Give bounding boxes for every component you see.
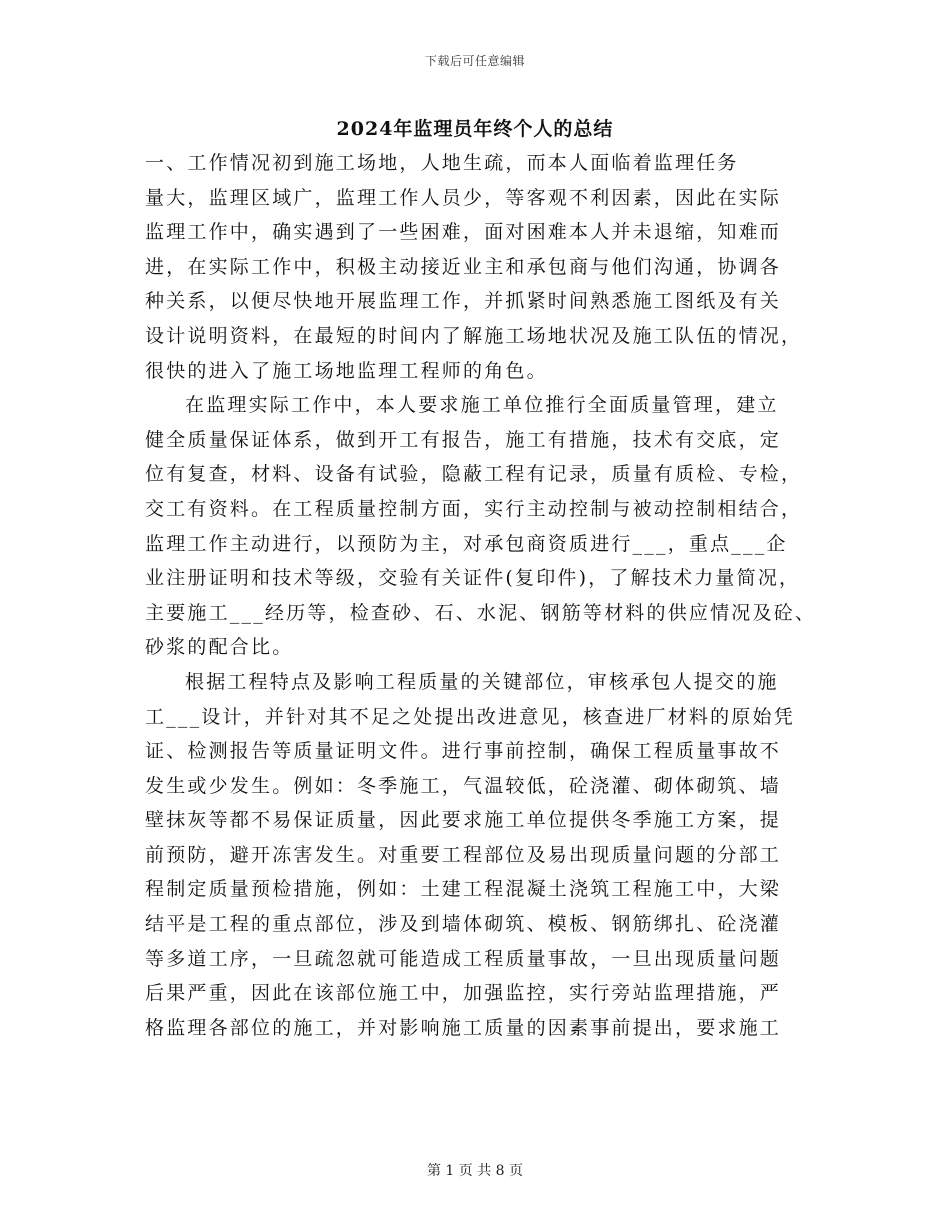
text-line: 前预防，避开冻害发生。对重要工程部位及易出现质量问题的分部工 — [145, 843, 782, 866]
text-line: 格监理各部位的施工，并对影响施工质量的因素事前提出，要求施工 — [145, 1016, 782, 1039]
text-line: 壁抹灰等都不易保证质量，因此要求施工单位提供冬季施工方案，提 — [145, 809, 782, 832]
document-body — [145, 146, 825, 1045]
text-line: 种关系，以便尽快地开展监理工作，并抓紧时间熟悉施工图纸及有关 — [145, 290, 782, 313]
document-title: 2024年监理员年终个人的总结 — [336, 118, 614, 140]
text-line: 设计说明资料，在最短的时间内了解施工场地状况及施工队伍的情况， — [145, 324, 803, 347]
text-line: 砂浆的配合比。 — [145, 636, 294, 659]
text-line: 量大，监理区域广，监理工作人员少，等客观不利因素，因此在实际 — [145, 186, 782, 209]
text-line: 工___设计，并针对其不足之处提出改进意见，核查进厂材料的原始凭 — [145, 705, 795, 728]
paragraph-2 — [145, 388, 825, 665]
text-line: 程制定质量预检措施，例如：土建工程混凝土浇筑工程施工中，大梁 — [145, 878, 782, 901]
text-line: 发生或少发生。例如：冬季施工，气温较低，砼浇灌、砌体砌筑、墙 — [145, 774, 782, 797]
text-line: 等多道工序，一旦疏忽就可能造成工程质量事故，一旦出现质量问题 — [145, 947, 782, 970]
text-line: 业注册证明和技术等级，交验有关证件(复印件)，了解技术力量简况， — [145, 567, 801, 590]
text-line: 在监理实际工作中，本人要求施工单位推行全面质量管理，建立 — [185, 394, 779, 417]
text-line: 一、工作情况初到施工场地，人地生疏，而本人面临着监理任务 — [145, 152, 739, 174]
text-line: 很快的进入了施工场地监理工程师的角色。 — [145, 359, 548, 382]
text-line: 证、检测报告等质量证明文件。进行事前控制，确保工程质量事故不 — [145, 740, 782, 763]
page-number-footer: 第 1 页 共 8 页 — [426, 1163, 524, 1179]
text-line: 后果严重，因此在该部位施工中，加强监控，实行旁站监理措施，严 — [145, 982, 782, 1005]
text-line: 交工有资料。在工程质量控制方面，实行主动控制与被动控制相结合， — [145, 497, 803, 520]
header-note: 下载后可任意编辑 — [424, 54, 525, 68]
text-line: 进，在实际工作中，积极主动接近业主和承包商与他们沟通，协调各 — [145, 255, 782, 278]
text-line: 健全质量保证体系，做到开工有报告，施工有措施，技术有交底，定 — [145, 428, 782, 451]
text-line: 监理工作中，确实遇到了一些困难，面对困难本人并未退缩，知难而 — [145, 221, 782, 244]
text-line: 监理工作主动进行，以预防为主，对承包商资质进行___，重点___企 — [145, 532, 788, 555]
text-line: 结平是工程的重点部位，涉及到墙体砌筑、模板、钢筋绑扎、砼浇灌 — [145, 913, 782, 936]
text-line: 位有复查，材料、设备有试验，隐蔽工程有记录，质量有质检、专检， — [145, 463, 803, 486]
text-line: 主要施工___经历等，检查砂、石、水泥、钢筋等材料的供应情况及砼、 — [145, 601, 817, 624]
text-line: 根据工程特点及影响工程质量的关键部位，审核承包人提交的施 — [185, 670, 779, 693]
paragraph-3 — [145, 665, 825, 1046]
paragraph-1 — [145, 146, 825, 388]
